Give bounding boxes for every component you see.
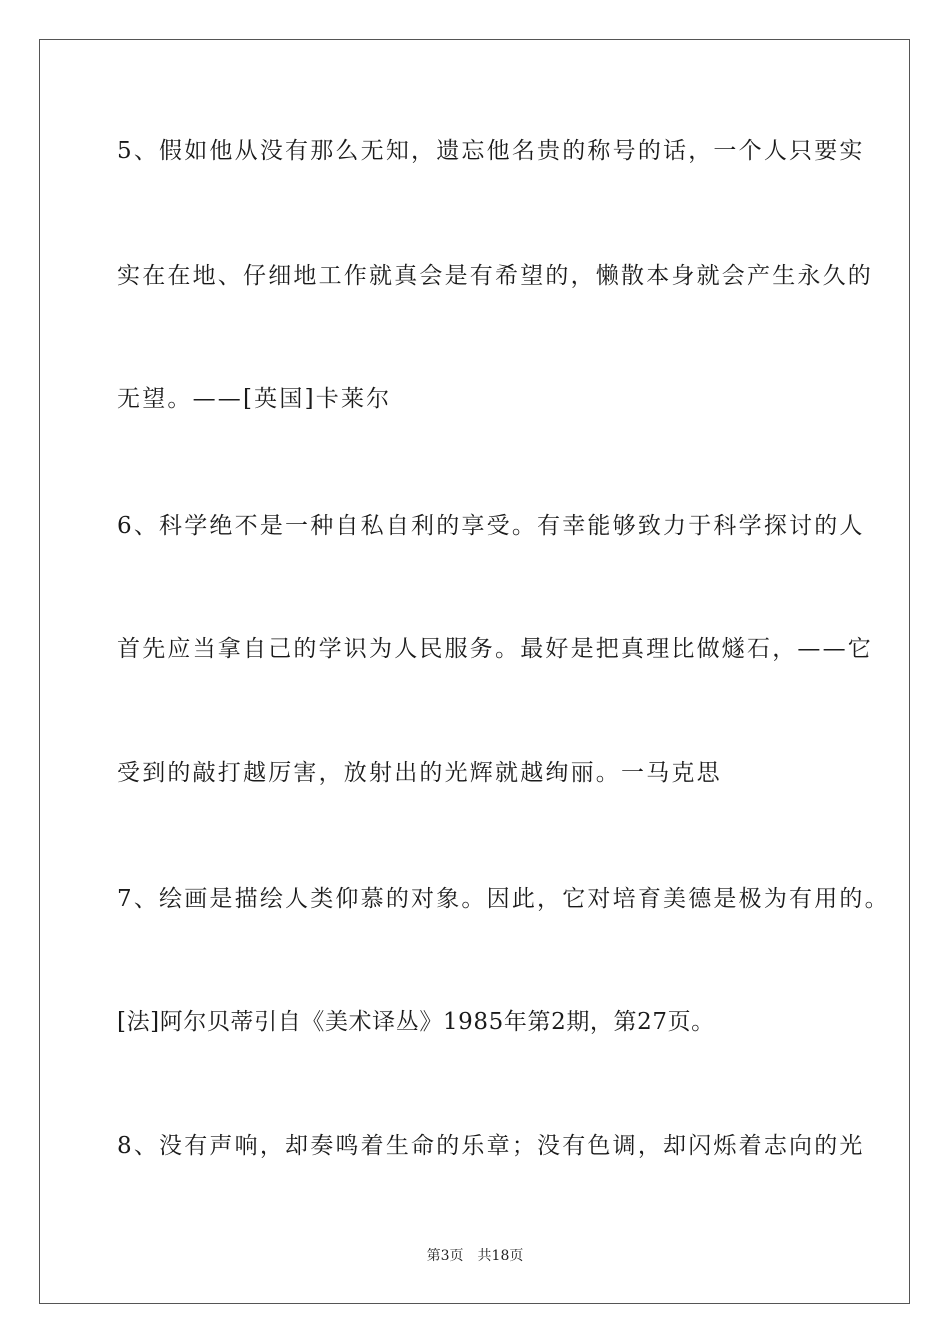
text-line-1: 5、假如他从没有那么无知，遗忘他名贵的称号的话，一个人只要实 [117, 138, 865, 164]
page-total: 共18页 [477, 1248, 524, 1264]
page-number: 第3页 [426, 1248, 464, 1264]
text-line-7: 7、绘画是描绘人类仰慕的对象。因此，它对培育美德是极为有用的。 [117, 886, 890, 912]
text-line-9: 8、没有声响，却奏鸣着生命的乐章；没有色调，却闪烁着志向的光 [117, 1133, 865, 1159]
text-line-8: [法]阿尔贝蒂引自《美术译丛》1985年第2期，第27页。 [117, 1009, 715, 1035]
page-footer [0, 1246, 950, 1266]
text-line-5: 首先应当拿自己的学识为人民服务。最好是把真理比做燧石，——它 [117, 636, 873, 662]
page-border [39, 39, 910, 1304]
text-line-2: 实在在地、仔细地工作就真会是有希望的，懒散本身就会产生永久的 [117, 263, 873, 289]
text-line-6: 受到的敲打越厉害，放射出的光辉就越绚丽。一马克思 [117, 760, 722, 786]
text-line-4: 6、科学绝不是一种自私自利的享受。有幸能够致力于科学探讨的人 [117, 513, 865, 539]
text-line-3: 无望。——[英国]卡莱尔 [117, 386, 392, 412]
